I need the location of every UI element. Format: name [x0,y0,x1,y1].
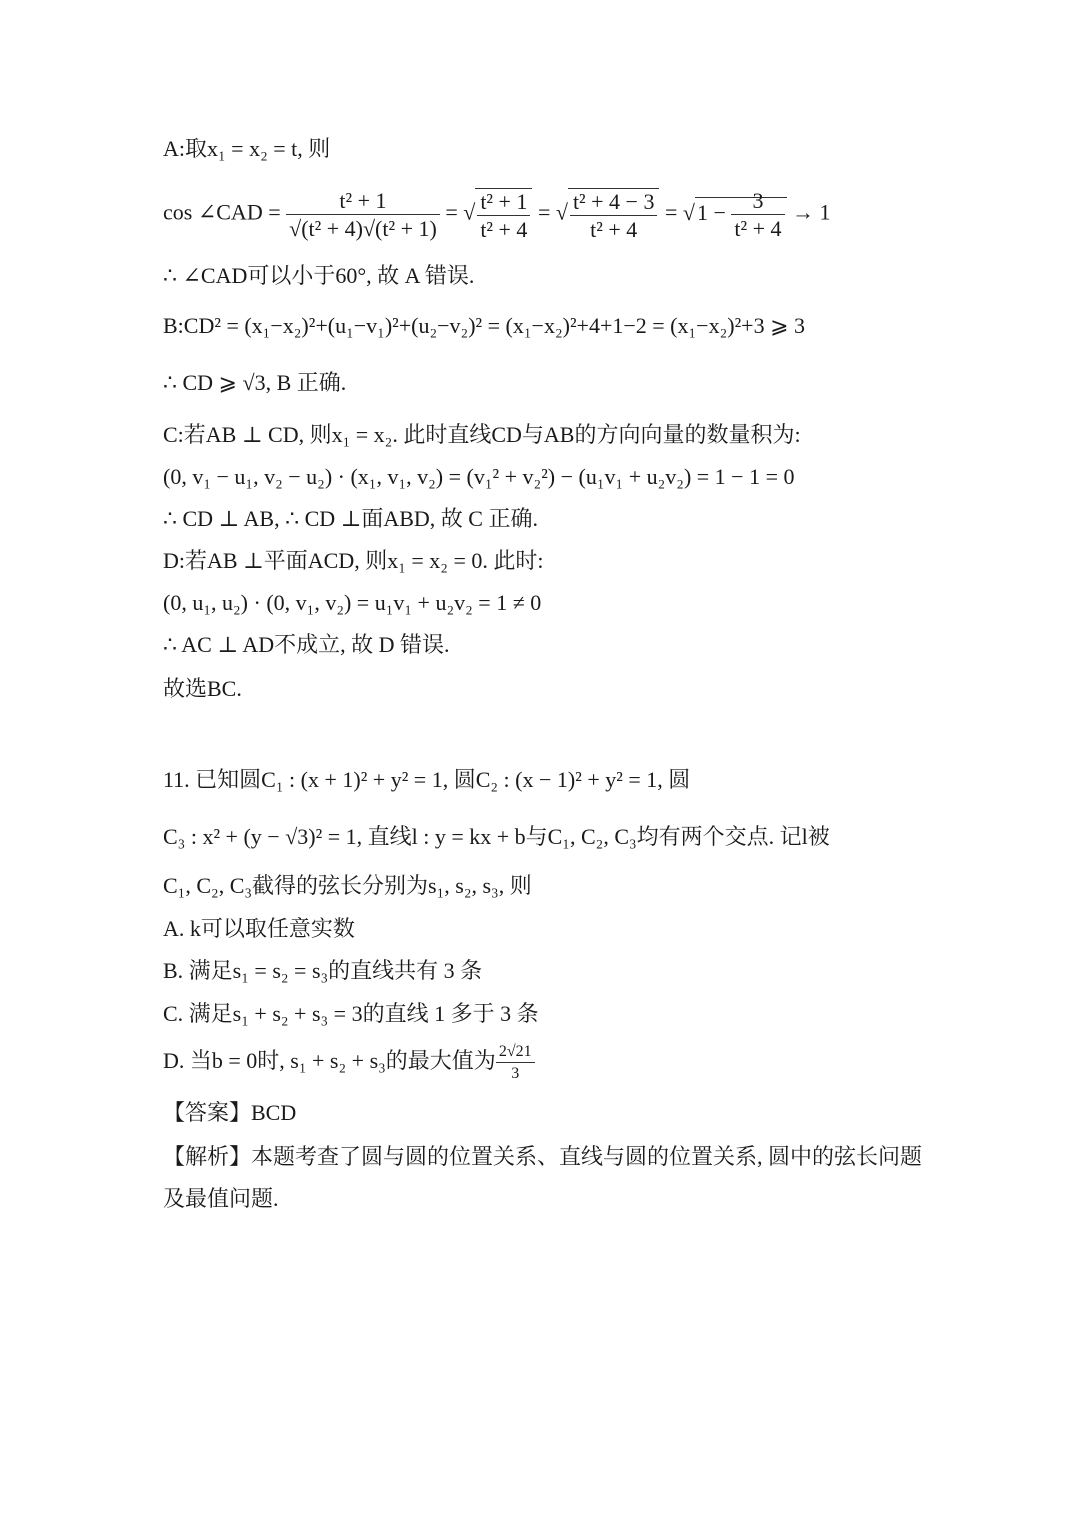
question-11-line-2: C₃ : x² + (y − √3)² = 1, 直线l : y = kx + b与C₁, C₂, C₃均有两个交点. 记l被 [163,824,830,849]
option-b-formula: B:CD² = (x₁−x₂)²+(u₁−v₁)²+(u₂−v₂)² = (x₁−x₂)²+4+1−2 = (x₁−x₂)²+3 ⩾ 3 [163,313,806,338]
option-d-intro: D:若AB ⊥平面ACD, 则x₁ = x₂ = 0. 此时: [163,548,544,573]
max-value-fraction: $\frac{2√21}{3}$ [496,1044,535,1082]
choice-c: C. 满足s₁ + s₂ + s₃ = 3的直线 1 多于 3 条 [163,1001,539,1026]
option-b-conclusion: ∴ CD ⩾ √3, B 正确. [163,370,347,395]
option-a-conclusion: ∴ ∠CAD可以小于60°, 故 A 错误. [163,263,475,288]
cos-cad-formula: cos ∠CAD = $\frac{\text{t² + 1}}{\text{√(t² + 4)√(t² + 1)}}$ = √ $\frac{\text{t² + 1}}{\text{t² + 4}}$ = √ $\frac{\text{t² + 4 − 3}}{\text{t² + 4}}$ = √1 − $\frac{3}{\text{t² + 4}}$ → 1 [163,187,831,242]
question-11-line-1: 11. 已知圆C₁ : (x + 1)² + y² = 1, 圆C₂ : (x − 1)² + y² = 1, 圆 [163,767,691,792]
choice-d: D. 当b = 0时, s₁ + s₂ + s₃的最大值为 $\frac{2√21}{3}$ [163,1044,535,1082]
option-d-conclusion: ∴ AC ⊥ AD不成立, 故 D 错误. [163,632,450,657]
question-11-line-3: C₁, C₂, C₃截得的弦长分别为s₁, s₂, s₃, 则 [163,873,532,898]
final-choice: 故选BC. [163,676,242,701]
sqrt-one-minus: √1 − $\frac{3}{\text{t² + 4}}$ [683,190,787,240]
option-c-formula: (0, v₁ − u₁, v₂ − u₂) · (x₁, v₁, v₂) = (v₁² + v₂²) − (u₁v₁ + u₂v₂) = 1 − 1 = 0 [163,464,795,489]
option-c-intro: C:若AB ⊥ CD, 则x₁ = x₂. 此时直线CD与AB的方向向量的数量积为: [163,422,801,447]
choice-a: A. k可以取任意实数 [163,916,355,941]
sqrt-fraction-2: √ $\frac{\text{t² + 1}}{\text{t² + 4}}$ [463,188,532,241]
analysis-line-2: 及最值问题. [163,1186,279,1211]
sqrt-fraction-3: √ $\frac{\text{t² + 4 − 3}}{\text{t² + 4}}$ [556,188,660,241]
fraction-1: $\frac{\text{t² + 1}}{\text{√(t² + 4)√(t² + 1)}}$ [286,190,440,240]
analysis-line-1: 【解析】本题考查了圆与圆的位置关系、直线与圆的位置关系, 圆中的弦长问题 [163,1144,923,1169]
answer-line: 【答案】BCD [163,1100,297,1125]
choice-b: B. 满足s₁ = s₂ = s₃的直线共有 3 条 [163,958,483,983]
option-d-formula: (0, u₁, u₂) · (0, v₁, v₂) = u₁v₁ + u₂v₂ = 1 ≠ 0 [163,590,542,615]
option-a-intro: A:取x₁ = x₂ = t, 则 [163,136,331,161]
option-c-conclusion: ∴ CD ⊥ AB, ∴ CD ⊥面ABD, 故 C 正确. [163,506,538,531]
